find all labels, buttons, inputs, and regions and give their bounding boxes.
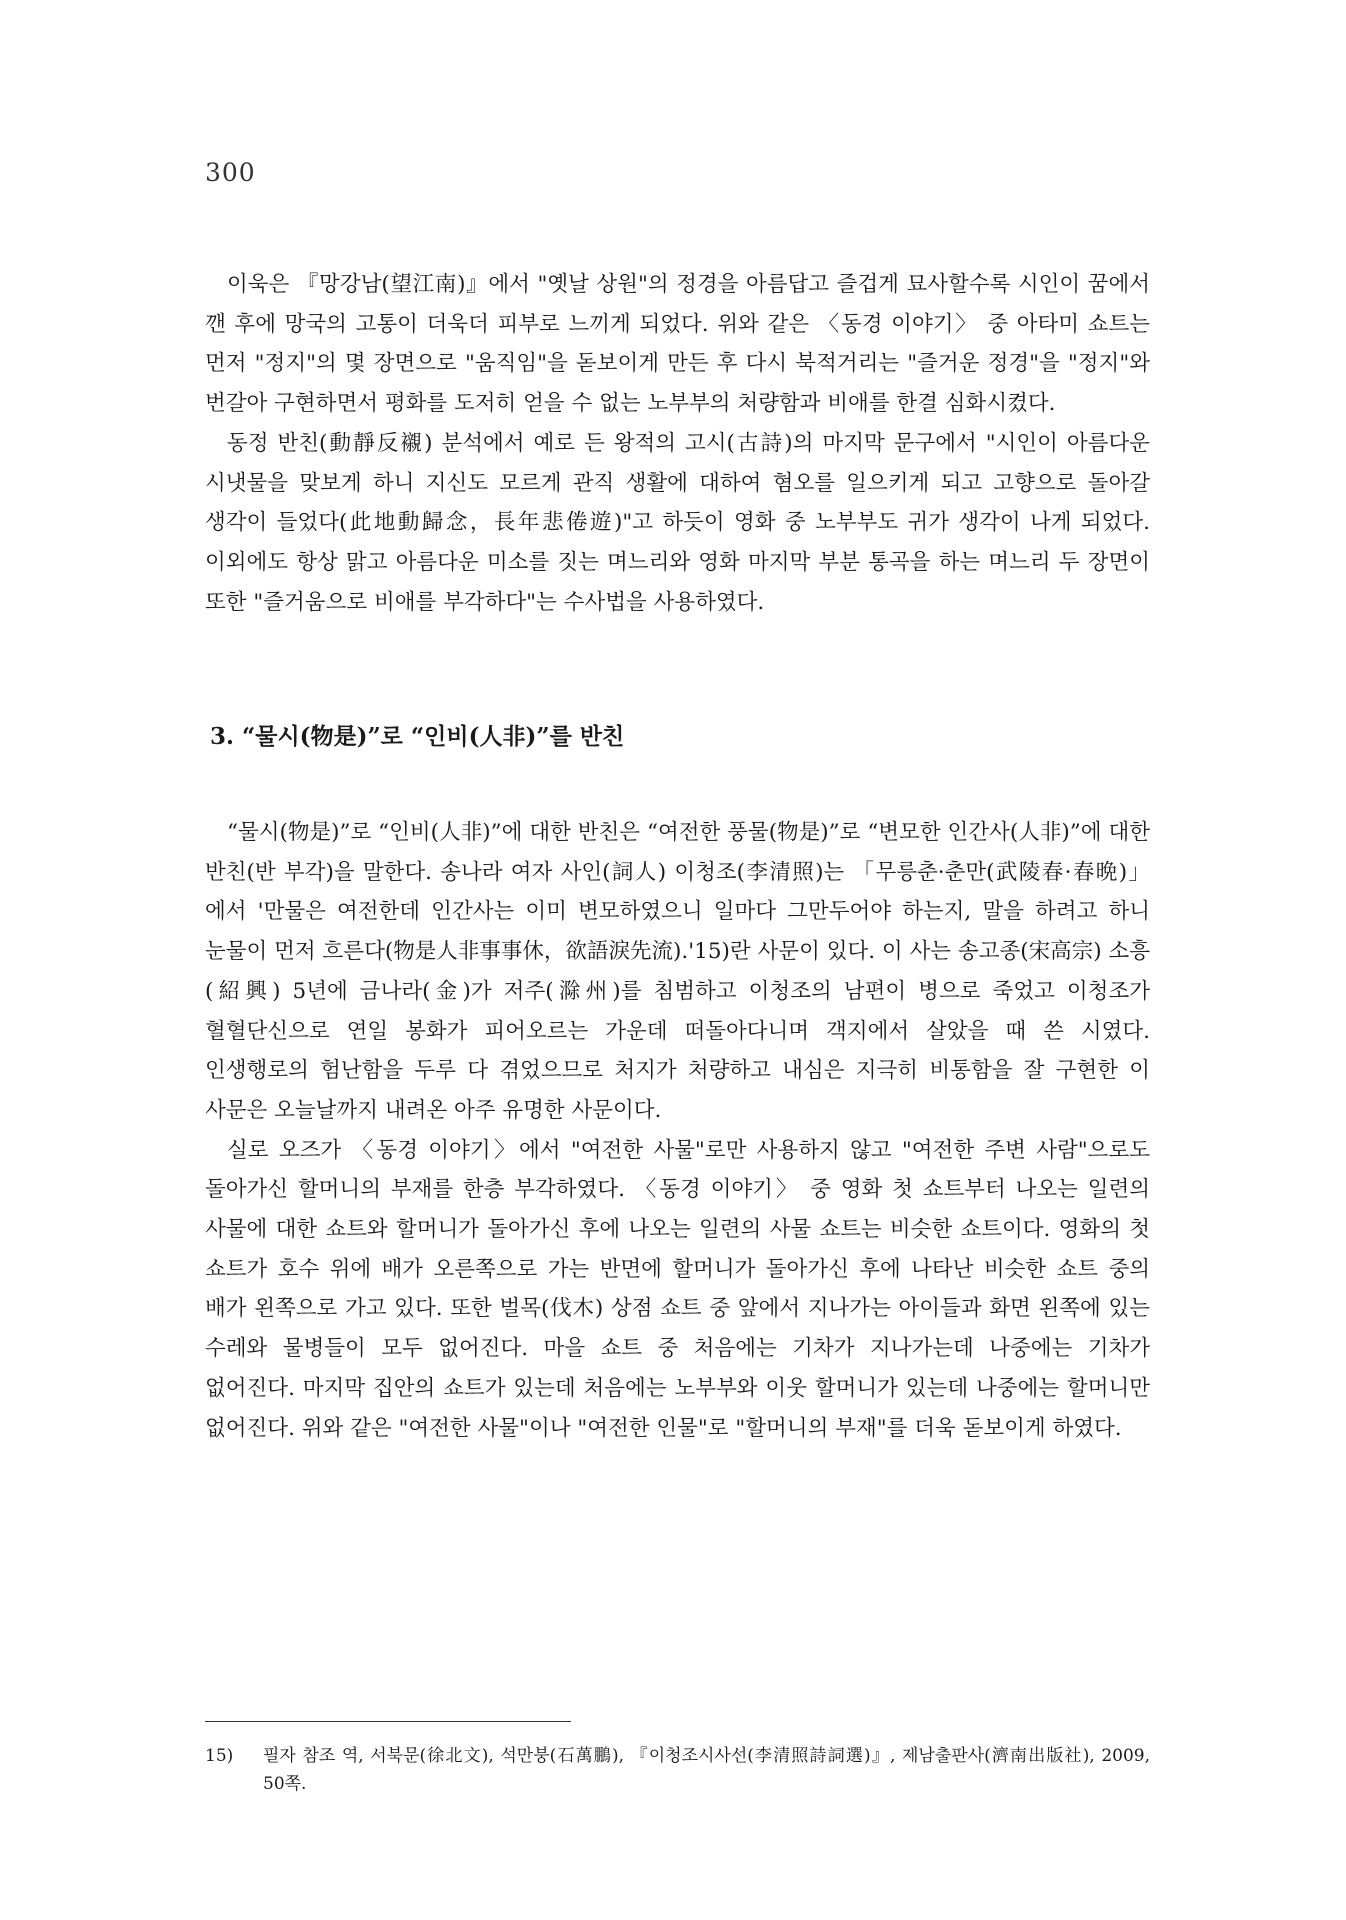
paragraph: 동정 반친(動靜反襯) 분석에서 예로 든 왕적의 고시(古詩)의 마지막 문구에서 "시인이 아름다운 시냇물을 맞보게 하니 지신도 모르게 관직 생활에 대하여 혐오를 일으키게 되고 고향으로 돌아갈 생각이 들었다(此地動歸念，長年悲倦遊)"고 하듯이 영화 중 노부부도 귀가 생각이 나게 되었다. 이외에도 항상 맑고 아름다운 미소를 짓는 며느리와 영화 마지막 부분 통곡을 하는 며느리 두 장면이 또한 "즐거움으로 비애를 부각하다"는 수사법을 사용하였다. [205,430,1150,615]
body-text-section-2 [205,813,1150,1448]
footnote-text: 필자 참조 역, 서북문(徐北文), 석만붕(石萬鵬), 『이청조시사선(李清照詩詞選)』, 제남출판사(濟南出版社), 2009, 50쪽. [263,1746,1150,1794]
footnote-marker: 15) [205,1746,234,1766]
body-text-section-1 [205,265,1150,622]
footnote [205,1742,1150,1798]
page-number: 300 [205,158,256,187]
paragraph: 실로 오즈가 〈동경 이야기〉에서 "여전한 사물"로만 사용하지 않고 "여전한 주변 사람"으로도 돌아가신 할머니의 부재를 한층 부각하였다. 〈동경 이야기〉 중 영화 첫 쇼트부터 나오는 일련의 사물에 대한 쇼트와 할머니가 돌아가신 후에 나오는 일련의 사물 쇼트는 비슷한 쇼트이다. 영화의 첫 쇼트가 호수 위에 배가 오른쪽으로 가는 반면에 할머니가 돌아가신 후에 나타난 비슷한 쇼트 중의 배가 왼쪽으로 가고 있다. 또한 벌목(伐木) 상점 쇼트 중 앞에서 지나가는 아이들과 화면 왼쪽에 있는 수레와 물병들이 모두 없어진다. 마을 쇼트 중 처음에는 기차가 지나가는데 나중에는 기차가 없어진다. 마지막 집안의 쇼트가 있는데 처음에는 노부부와 이웃 할머니가 있는데 나중에는 할머니만 없어진다. 위와 같은 "여전한 사물"이나 "여전한 인물"로 "할머니의 부재"를 더욱 돋보이게 하였다. [205,1137,1150,1441]
paragraph: “물시(物是)”로 “인비(人非)”에 대한 반친은 “여전한 풍물(物是)”로 “변모한 인간사(人非)”에 대한 반친(반 부각)을 말한다. 송나라 여자 사인(詞人) 이청조(李清照)는 「무릉춘·춘만(武陵春·春晩)」 에서 '만물은 여전한데 인간사는 이미 변모하였으니 일마다 그만두어야 하는지, 말을 하려고 하니 눈물이 먼저 흐른다(物是人非事事休，欲語淚先流).'15)란 사문이 있다. 이 사는 송고종(宋高宗) 소흥(紹興) 5년에 금나라(金)가 저주(滁州)를 침범하고 이청조의 남편이 병으로 죽었고 이청조가 혈혈단신으로 연일 봉화가 피어오르는 가운데 떠돌아다니며 객지에서 살았을 때 쓴 시였다. 인생행로의 험난함을 두루 다 겪었으므로 처지가 처량하고 내심은 지극히 비통함을 잘 구현한 이 사문은 오늘날까지 내려온 아주 유명한 사문이다. [205,820,1150,1123]
paragraph: 이욱은 『망강남(望江南)』에서 "옛날 상원"의 정경을 아름답고 즐겁게 묘사할수록 시인이 꿈에서 깬 후에 망국의 고통이 더욱더 피부로 느끼게 되었다. 위와 같은 〈동경 이야기〉 중 아타미 쇼트는 먼저 "정지"의 몇 장면으로 "움직임"을 돋보이게 만든 후 다시 북적거리는 "즐거운 정경"을 "정지"와 번갈아 구현하면서 평화를 도저히 얻을 수 없는 노부부의 처량함과 비애를 한결 심화시켰다. [205,272,1150,417]
section-heading: 3. “물시(物是)”로 “인비(人非)”를 반친 [210,723,625,750]
footnote-divider [205,1721,571,1722]
